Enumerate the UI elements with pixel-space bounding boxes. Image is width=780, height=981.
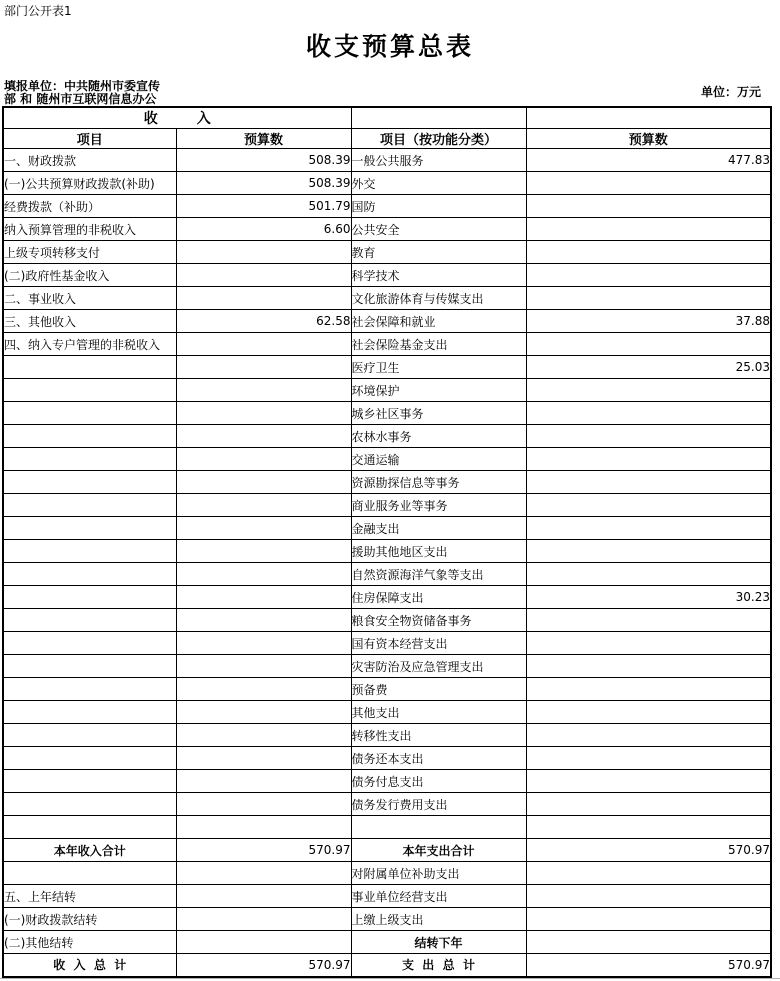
expense-item-cell: 资源勘探信息等事务 — [351, 471, 526, 494]
expense-budget-cell: 37.88 — [526, 310, 771, 333]
table-row — [3, 402, 771, 425]
table-row — [3, 356, 771, 379]
table-row — [3, 494, 771, 517]
expense-budget-cell — [526, 724, 771, 747]
reporting-unit-line1: 填报单位：中共随州市委宣传 — [4, 80, 161, 93]
income-budget-cell — [176, 540, 351, 563]
income-item-cell — [3, 724, 176, 747]
income-item-cell — [3, 425, 176, 448]
expense-item-cell: 上缴上级支出 — [351, 908, 526, 931]
income-item-cell — [3, 862, 176, 885]
income-budget-cell: 62.58 — [176, 310, 351, 333]
income-budget-cell — [176, 770, 351, 793]
page-title: 收支预算总表 — [305, 32, 474, 61]
income-item-cell — [3, 448, 176, 471]
expense-budget-cell — [526, 563, 771, 586]
expense-item-cell: 公共安全 — [351, 218, 526, 241]
income-item-cell — [3, 793, 176, 816]
expense-budget-cell — [526, 678, 771, 701]
income-item-cell — [3, 770, 176, 793]
income-budget-cell — [176, 333, 351, 356]
table-row — [3, 287, 771, 310]
expense-item-cell: 城乡社区事务 — [351, 402, 526, 425]
table-row — [3, 425, 771, 448]
income-item-cell: (二)政府性基金收入 — [3, 264, 176, 287]
table-row — [3, 793, 771, 816]
income-item-cell: (一)财政拨款结转 — [3, 908, 176, 931]
expense-section-header-empty-1 — [351, 107, 526, 129]
expense-item-cell: 农林水事务 — [351, 425, 526, 448]
income-budget-cell: 508.39 — [176, 149, 351, 172]
income-item-cell — [3, 701, 176, 724]
table-row — [3, 954, 771, 977]
income-item-cell: 四、纳入专户管理的非税收入 — [3, 333, 176, 356]
page-break-line — [0, 978, 780, 979]
expense-budget-cell — [526, 287, 771, 310]
income-budget-cell: 570.97 — [176, 954, 351, 977]
table-row — [3, 218, 771, 241]
income-item-cell — [3, 816, 176, 839]
income-budget-cell — [176, 793, 351, 816]
expense-item-cell: 环境保护 — [351, 379, 526, 402]
income-item-cell: (二)其他结转 — [3, 931, 176, 954]
expense-budget-cell: 30.23 — [526, 586, 771, 609]
expense-budget-cell: 477.83 — [526, 149, 771, 172]
table-row — [3, 586, 771, 609]
unit-note: 单位：万元 — [700, 85, 761, 99]
table-row — [3, 517, 771, 540]
expense-budget-cell: 570.97 — [526, 839, 771, 862]
expense-item-cell: 自然资源海洋气象等支出 — [351, 563, 526, 586]
income-item-cell: 收 入 总 计 — [3, 954, 176, 977]
income-budget-cell — [176, 241, 351, 264]
income-budget-cell — [176, 816, 351, 839]
expense-item-cell: 国有资本经营支出 — [351, 632, 526, 655]
expense-budget-cell — [526, 471, 771, 494]
column-header-row — [3, 129, 771, 149]
expense-item-cell: 债务付息支出 — [351, 770, 526, 793]
income-item-cell — [3, 586, 176, 609]
income-budget-cell — [176, 885, 351, 908]
income-item-cell — [3, 655, 176, 678]
col-header-income-item: 项目 — [3, 129, 176, 149]
income-budget-cell: 570.97 — [176, 839, 351, 862]
income-item-cell: (一)公共预算财政拨款(补助) — [3, 172, 176, 195]
expense-budget-cell — [526, 816, 771, 839]
expense-budget-cell — [526, 494, 771, 517]
table-row — [3, 540, 771, 563]
expense-item-cell: 一般公共服务 — [351, 149, 526, 172]
income-budget-cell — [176, 448, 351, 471]
table-row — [3, 724, 771, 747]
expense-budget-cell — [526, 379, 771, 402]
income-item-cell: 上级专项转移支付 — [3, 241, 176, 264]
reporting-unit — [4, 80, 284, 106]
table-row — [3, 931, 771, 954]
expense-budget-cell — [526, 425, 771, 448]
income-item-cell — [3, 563, 176, 586]
income-budget-cell — [176, 356, 351, 379]
table-row — [3, 655, 771, 678]
income-item-cell: 一、财政拨款 — [3, 149, 176, 172]
table-row — [3, 908, 771, 931]
income-budget-cell — [176, 701, 351, 724]
expense-budget-cell — [526, 793, 771, 816]
expense-budget-cell — [526, 402, 771, 425]
expense-budget-cell — [526, 218, 771, 241]
expense-budget-cell — [526, 172, 771, 195]
table-row — [3, 816, 771, 839]
table-row — [3, 747, 771, 770]
expense-item-cell: 债务发行费用支出 — [351, 793, 526, 816]
income-item-cell: 三、其他收入 — [3, 310, 176, 333]
expense-budget-cell — [526, 701, 771, 724]
income-item-cell — [3, 402, 176, 425]
expense-item-cell: 支 出 总 计 — [351, 954, 526, 977]
table-row — [3, 310, 771, 333]
income-budget-cell — [176, 862, 351, 885]
income-budget-cell — [176, 655, 351, 678]
expense-item-cell: 科学技术 — [351, 264, 526, 287]
expense-budget-cell — [526, 770, 771, 793]
expense-item-cell: 对附属单位补助支出 — [351, 862, 526, 885]
expense-budget-cell — [526, 264, 771, 287]
expense-item-cell: 预备费 — [351, 678, 526, 701]
income-budget-cell — [176, 632, 351, 655]
expense-item-cell: 结转下年 — [351, 931, 526, 954]
expense-item-cell: 国防 — [351, 195, 526, 218]
expense-item-cell: 社会保障和就业 — [351, 310, 526, 333]
table-row — [3, 241, 771, 264]
budget-table — [2, 106, 772, 978]
table-row — [3, 839, 771, 862]
expense-item-cell: 援助其他地区支出 — [351, 540, 526, 563]
income-budget-cell — [176, 908, 351, 931]
income-item-cell — [3, 678, 176, 701]
reporting-unit-line2: 部 和 随州市互联网信息办公 — [4, 92, 157, 106]
expense-budget-cell — [526, 609, 771, 632]
income-budget-cell — [176, 609, 351, 632]
expense-item-cell: 本年支出合计 — [351, 839, 526, 862]
table-row — [3, 678, 771, 701]
income-item-cell — [3, 471, 176, 494]
income-budget-cell: 6.60 — [176, 218, 351, 241]
table-row — [3, 471, 771, 494]
income-budget-cell: 508.39 — [176, 172, 351, 195]
expense-budget-cell — [526, 540, 771, 563]
income-item-cell: 二、事业收入 — [3, 287, 176, 310]
income-item-cell: 五、上年结转 — [3, 885, 176, 908]
table-row — [3, 379, 771, 402]
table-row — [3, 448, 771, 471]
expense-item-cell: 外交 — [351, 172, 526, 195]
income-item-cell: 经费拨款（补助） — [3, 195, 176, 218]
income-budget-cell — [176, 724, 351, 747]
income-section-header: 收 入 — [3, 107, 351, 129]
income-budget-cell — [176, 494, 351, 517]
expense-budget-cell — [526, 517, 771, 540]
expense-item-cell: 医疗卫生 — [351, 356, 526, 379]
expense-item-cell: 交通运输 — [351, 448, 526, 471]
doc-label: 部门公开表1 — [4, 4, 72, 18]
income-item-cell — [3, 517, 176, 540]
income-item-cell: 本年收入合计 — [3, 839, 176, 862]
income-budget-cell — [176, 402, 351, 425]
expense-budget-cell — [526, 655, 771, 678]
table-row — [3, 885, 771, 908]
income-budget-cell — [176, 287, 351, 310]
income-budget-cell — [176, 379, 351, 402]
table-row — [3, 632, 771, 655]
income-budget-cell — [176, 471, 351, 494]
expense-budget-cell — [526, 908, 771, 931]
expense-item-cell: 商业服务业等事务 — [351, 494, 526, 517]
budget-table-body — [3, 149, 771, 977]
col-header-expense-budget: 预算数 — [526, 129, 771, 149]
expense-item-cell — [351, 816, 526, 839]
expense-item-cell: 社会保险基金支出 — [351, 333, 526, 356]
expense-budget-cell: 570.97 — [526, 954, 771, 977]
expense-item-cell: 灾害防治及应急管理支出 — [351, 655, 526, 678]
income-budget-cell — [176, 264, 351, 287]
expense-item-cell: 转移性支出 — [351, 724, 526, 747]
expense-budget-cell — [526, 448, 771, 471]
income-item-cell — [3, 747, 176, 770]
income-item-cell: 纳入预算管理的非税收入 — [3, 218, 176, 241]
table-row — [3, 609, 771, 632]
income-budget-cell — [176, 563, 351, 586]
budget-table-head — [3, 107, 771, 149]
expense-item-cell: 文化旅游体育与传媒支出 — [351, 287, 526, 310]
income-item-cell — [3, 632, 176, 655]
income-item-cell — [3, 540, 176, 563]
table-row — [3, 701, 771, 724]
expense-budget-cell — [526, 931, 771, 954]
expense-item-cell: 其他支出 — [351, 701, 526, 724]
expense-budget-cell — [526, 885, 771, 908]
expense-item-cell: 住房保障支出 — [351, 586, 526, 609]
expense-item-cell: 事业单位经营支出 — [351, 885, 526, 908]
table-row — [3, 264, 771, 287]
table-row — [3, 195, 771, 218]
expense-item-cell: 粮食安全物资储备事务 — [351, 609, 526, 632]
section-header-row — [3, 107, 771, 129]
income-budget-cell — [176, 747, 351, 770]
expense-budget-cell — [526, 241, 771, 264]
income-item-cell — [3, 609, 176, 632]
col-header-income-budget: 预算数 — [176, 129, 351, 149]
income-budget-cell — [176, 931, 351, 954]
table-row — [3, 770, 771, 793]
expense-budget-cell — [526, 195, 771, 218]
table-row — [3, 563, 771, 586]
expense-section-header-empty-2 — [526, 107, 771, 129]
col-header-expense-item: 项目（按功能分类） — [351, 129, 526, 149]
expense-item-cell: 教育 — [351, 241, 526, 264]
table-row — [3, 862, 771, 885]
expense-budget-cell — [526, 747, 771, 770]
income-item-cell — [3, 494, 176, 517]
expense-item-cell: 债务还本支出 — [351, 747, 526, 770]
income-item-cell — [3, 356, 176, 379]
income-budget-cell — [176, 425, 351, 448]
income-item-cell — [3, 379, 176, 402]
table-row — [3, 149, 771, 172]
table-row — [3, 333, 771, 356]
expense-item-cell: 金融支出 — [351, 517, 526, 540]
income-budget-cell — [176, 517, 351, 540]
expense-budget-cell — [526, 333, 771, 356]
expense-budget-cell: 25.03 — [526, 356, 771, 379]
table-row — [3, 172, 771, 195]
income-budget-cell — [176, 678, 351, 701]
expense-budget-cell — [526, 632, 771, 655]
income-budget-cell — [176, 586, 351, 609]
income-budget-cell: 501.79 — [176, 195, 351, 218]
expense-budget-cell — [526, 862, 771, 885]
